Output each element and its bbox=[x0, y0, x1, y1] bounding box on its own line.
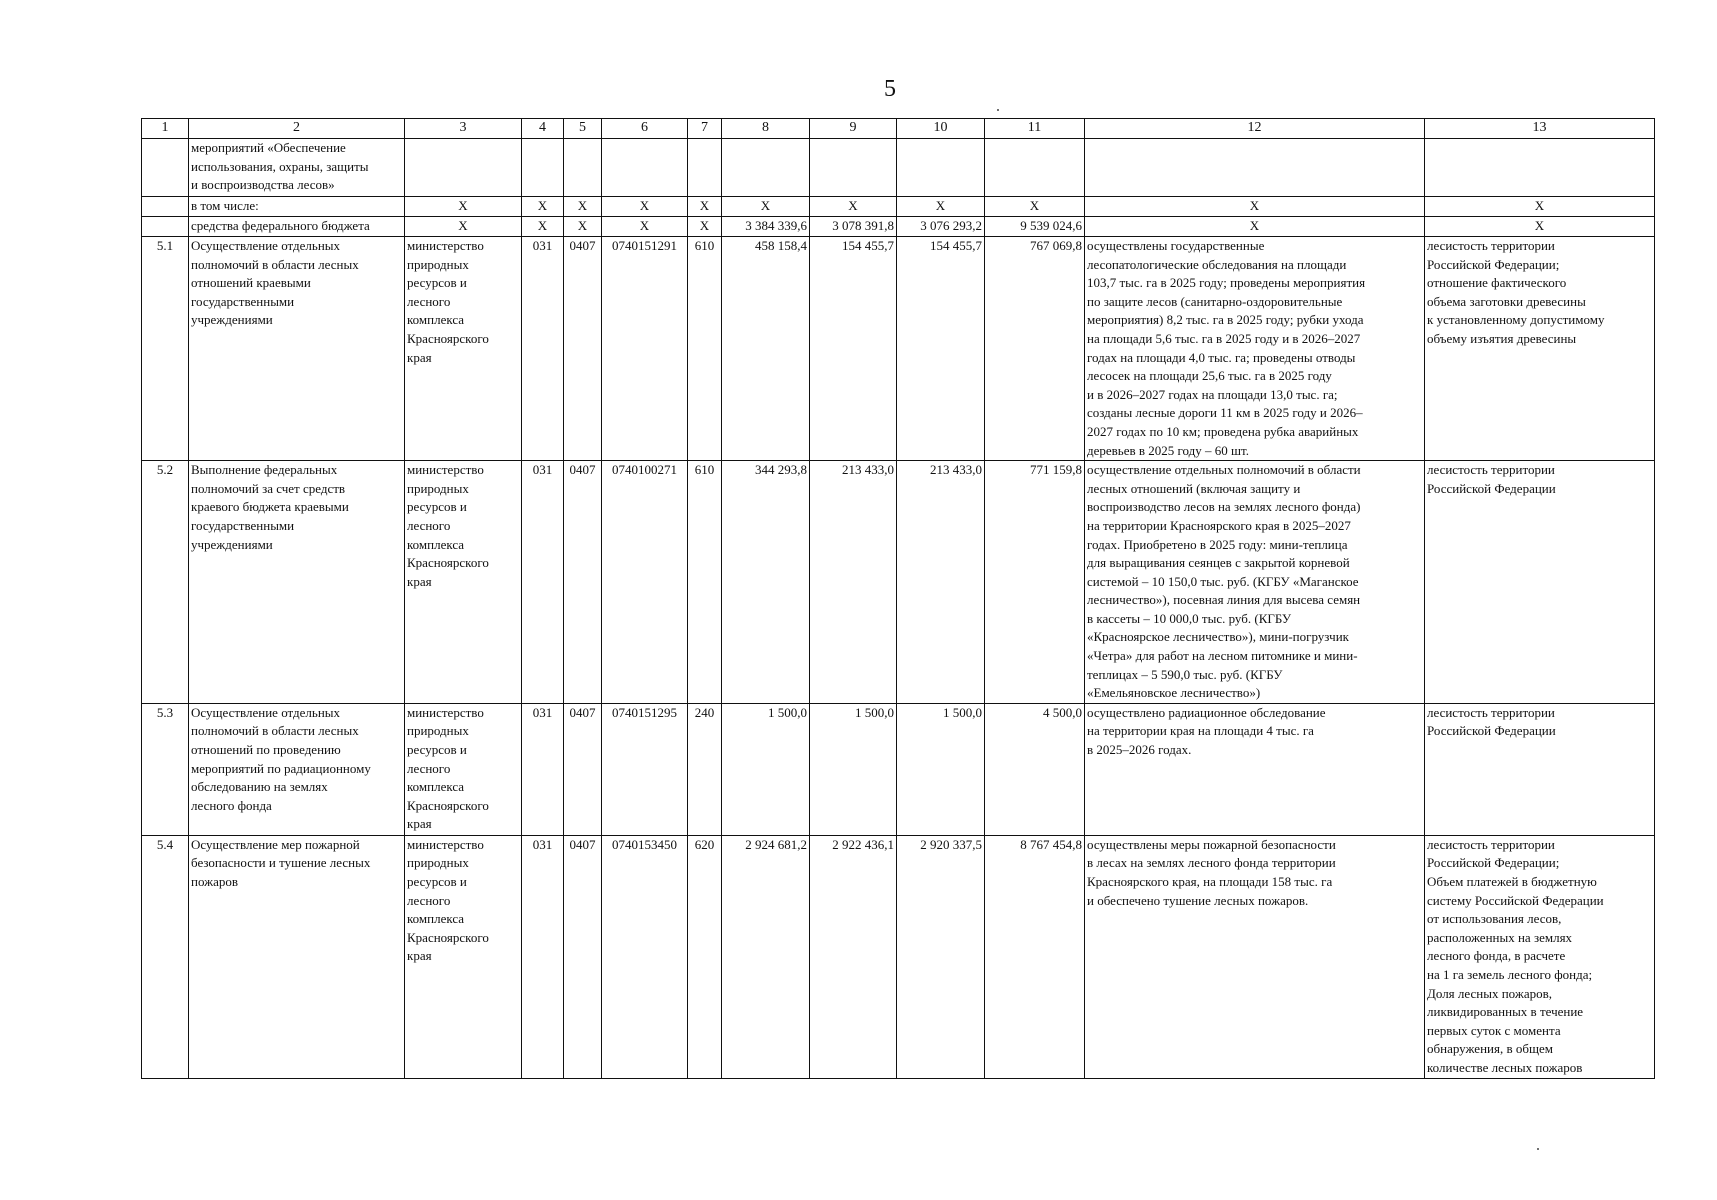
measure-name: Выполнение федеральных полномочий за счет средств краевого бюджета краевыми государственными учреждениями bbox=[189, 461, 405, 704]
x-mark: X bbox=[602, 217, 688, 237]
x-mark: X bbox=[985, 197, 1085, 217]
amount-2026: 3 078 391,8 bbox=[810, 217, 897, 237]
amount-2026: 1 500,0 bbox=[810, 703, 897, 835]
column-number: 1 bbox=[142, 119, 189, 139]
expense-type-code: 610 bbox=[688, 237, 722, 461]
column-number: 8 bbox=[722, 119, 810, 139]
x-mark: X bbox=[602, 197, 688, 217]
x-mark: X bbox=[405, 217, 522, 237]
column-number: 10 bbox=[897, 119, 985, 139]
amount-2026: 154 455,7 bbox=[810, 237, 897, 461]
x-mark: X bbox=[1085, 217, 1425, 237]
x-mark: X bbox=[1085, 197, 1425, 217]
row-number: 5.1 bbox=[142, 237, 189, 461]
column-number: 9 bbox=[810, 119, 897, 139]
scan-speck bbox=[1537, 1148, 1539, 1150]
section-code: 0407 bbox=[564, 835, 602, 1078]
program-measures-table bbox=[141, 118, 1655, 1079]
target-article-code: 0740151295 bbox=[602, 703, 688, 835]
table-row bbox=[142, 461, 1655, 704]
federal-budget-label: средства федерального бюджета bbox=[189, 217, 405, 237]
x-mark: X bbox=[897, 197, 985, 217]
table-cell bbox=[564, 139, 602, 197]
table-cell bbox=[688, 139, 722, 197]
table-cell bbox=[602, 139, 688, 197]
amount-2025: 1 500,0 bbox=[722, 703, 810, 835]
executor: министерство природных ресурсов и лесного комплекса Красноярского края bbox=[405, 461, 522, 704]
table-cell bbox=[142, 139, 189, 197]
row-number: 5.2 bbox=[142, 461, 189, 704]
executor: министерство природных ресурсов и лесного комплекса Красноярского края bbox=[405, 835, 522, 1078]
table-cell bbox=[405, 139, 522, 197]
x-mark: X bbox=[688, 217, 722, 237]
column-number: 3 bbox=[405, 119, 522, 139]
table-cell bbox=[985, 139, 1085, 197]
column-number: 2 bbox=[189, 119, 405, 139]
amount-total: 9 539 024,6 bbox=[985, 217, 1085, 237]
grbs-code: 031 bbox=[522, 835, 564, 1078]
column-number: 6 bbox=[602, 119, 688, 139]
expected-result: осуществление отдельных полномочий в области лесных отношений (включая защиту и воспроизводство лесов на землях лесного фонда) на территории Красноярского края в 2025–2027 годах. Приобретено в 2025 году: мини-теплица для выращивания сеянцев с закрытой корневой системой – 10 150,0 тыс. руб. (КГБУ «Маганское лесничество»), посевная линия для высева семян в кассеты – 10 000,0 тыс. руб. (КГБУ «Красноярское лесничество»), мини-погрузчик «Четра» для работ на лесном питомнике и мини- теплицах – 5 590,0 тыс. руб. (КГБУ «Емельяновское лесничество») bbox=[1085, 461, 1425, 704]
continuation-row bbox=[142, 139, 1655, 197]
amount-total: 767 069,8 bbox=[985, 237, 1085, 461]
x-mark: X bbox=[564, 197, 602, 217]
amount-total: 771 159,8 bbox=[985, 461, 1085, 704]
target-indicator: лесистость территории Российской Федерации bbox=[1425, 461, 1655, 704]
amount-2026: 213 433,0 bbox=[810, 461, 897, 704]
x-mark: X bbox=[688, 197, 722, 217]
amount-2025: 3 384 339,6 bbox=[722, 217, 810, 237]
in-total-row bbox=[142, 197, 1655, 217]
x-mark: X bbox=[810, 197, 897, 217]
table-cell bbox=[142, 217, 189, 237]
section-code: 0407 bbox=[564, 703, 602, 835]
column-number: 7 bbox=[688, 119, 722, 139]
column-number: 4 bbox=[522, 119, 564, 139]
target-article-code: 0740100271 bbox=[602, 461, 688, 704]
column-number: 5 bbox=[564, 119, 602, 139]
amount-2027: 2 920 337,5 bbox=[897, 835, 985, 1078]
x-mark: X bbox=[564, 217, 602, 237]
column-number: 12 bbox=[1085, 119, 1425, 139]
x-mark: X bbox=[722, 197, 810, 217]
expected-result: осуществлено радиационное обследование на территории края на площади 4 тыс. га в 2025–2026 годах. bbox=[1085, 703, 1425, 835]
section-code: 0407 bbox=[564, 237, 602, 461]
amount-2025: 2 924 681,2 bbox=[722, 835, 810, 1078]
x-mark: X bbox=[1425, 217, 1655, 237]
x-mark: X bbox=[522, 197, 564, 217]
expense-type-code: 610 bbox=[688, 461, 722, 704]
in-total-label: в том числе: bbox=[189, 197, 405, 217]
executor: министерство природных ресурсов и лесного комплекса Красноярского края bbox=[405, 703, 522, 835]
measure-name: Осуществление мер пожарной безопасности и тушение лесных пожаров bbox=[189, 835, 405, 1078]
table-cell bbox=[142, 197, 189, 217]
target-indicator: лесистость территории Российской Федерации; Объем платежей в бюджетную систему Российской Федерации от использования лесов, расположенных на землях лесного фонда, в расчете на 1 га земель лесного фонда; Доля лесных пожаров, ликвидированных в течение первых суток с момента обнаружения, в общем количестве лесных пожаров bbox=[1425, 835, 1655, 1078]
scan-speck bbox=[997, 109, 999, 111]
amount-2025: 344 293,8 bbox=[722, 461, 810, 704]
amount-2027: 3 076 293,2 bbox=[897, 217, 985, 237]
table-row bbox=[142, 237, 1655, 461]
target-indicator: лесистость территории Российской Федерации; отношение фактического объема заготовки древесины к установленному допустимому объему изъятия древесины bbox=[1425, 237, 1655, 461]
amount-total: 4 500,0 bbox=[985, 703, 1085, 835]
amount-2027: 213 433,0 bbox=[897, 461, 985, 704]
grbs-code: 031 bbox=[522, 703, 564, 835]
x-mark: X bbox=[522, 217, 564, 237]
table-cell bbox=[810, 139, 897, 197]
amount-2027: 1 500,0 bbox=[897, 703, 985, 835]
column-number: 11 bbox=[985, 119, 1085, 139]
table-cell bbox=[1425, 139, 1655, 197]
x-mark: X bbox=[1425, 197, 1655, 217]
x-mark: X bbox=[405, 197, 522, 217]
amount-total: 8 767 454,8 bbox=[985, 835, 1085, 1078]
measure-name: Осуществление отдельных полномочий в области лесных отношений краевыми государственными учреждениями bbox=[189, 237, 405, 461]
page-number: 5 bbox=[884, 76, 896, 102]
measure-name: Осуществление отдельных полномочий в области лесных отношений по проведению мероприятий по радиационному обследованию на землях лесного фонда bbox=[189, 703, 405, 835]
section-code: 0407 bbox=[564, 461, 602, 704]
row-number: 5.4 bbox=[142, 835, 189, 1078]
executor: министерство природных ресурсов и лесного комплекса Красноярского края bbox=[405, 237, 522, 461]
expected-result: осуществлены меры пожарной безопасности в лесах на землях лесного фонда территории Красноярского края, на площади 158 тыс. га и обеспечено тушение лесных пожаров. bbox=[1085, 835, 1425, 1078]
target-article-code: 0740153450 bbox=[602, 835, 688, 1078]
table-cell bbox=[1085, 139, 1425, 197]
target-article-code: 0740151291 bbox=[602, 237, 688, 461]
grbs-code: 031 bbox=[522, 461, 564, 704]
target-indicator: лесистость территории Российской Федерации bbox=[1425, 703, 1655, 835]
amount-2025: 458 158,4 bbox=[722, 237, 810, 461]
amount-2026: 2 922 436,1 bbox=[810, 835, 897, 1078]
column-number-row bbox=[142, 119, 1655, 139]
expense-type-code: 620 bbox=[688, 835, 722, 1078]
row-number: 5.3 bbox=[142, 703, 189, 835]
table-cell bbox=[722, 139, 810, 197]
continuation-text: мероприятий «Обеспечение использования, охраны, защиты и воспроизводства лесов» bbox=[189, 139, 405, 197]
expense-type-code: 240 bbox=[688, 703, 722, 835]
table-cell bbox=[897, 139, 985, 197]
grbs-code: 031 bbox=[522, 237, 564, 461]
column-number: 13 bbox=[1425, 119, 1655, 139]
amount-2027: 154 455,7 bbox=[897, 237, 985, 461]
expected-result: осуществлены государственные лесопатологические обследования на площади 103,7 тыс. га в 2025 году; проведены мероприятия по защите лесов (санитарно-оздоровительные мероприятия) 8,2 тыс. га в 2025 году; рубки ухода на площади 5,6 тыс. га в 2025 году и в 2026–2027 годах на площади 4,0 тыс. га; проведены отводы лесосек на площади 25,6 тыс. га в 2025 году и в 2026–2027 годах на площади 13,0 тыс. га; созданы лесные дороги 11 км в 2025 году и 2026– 2027 годах по 10 км; проведена рубка аварийных деревьев в 2025 году – 60 шт. bbox=[1085, 237, 1425, 461]
federal-budget-row bbox=[142, 217, 1655, 237]
table-row bbox=[142, 835, 1655, 1078]
table-row bbox=[142, 703, 1655, 835]
table-cell bbox=[522, 139, 564, 197]
